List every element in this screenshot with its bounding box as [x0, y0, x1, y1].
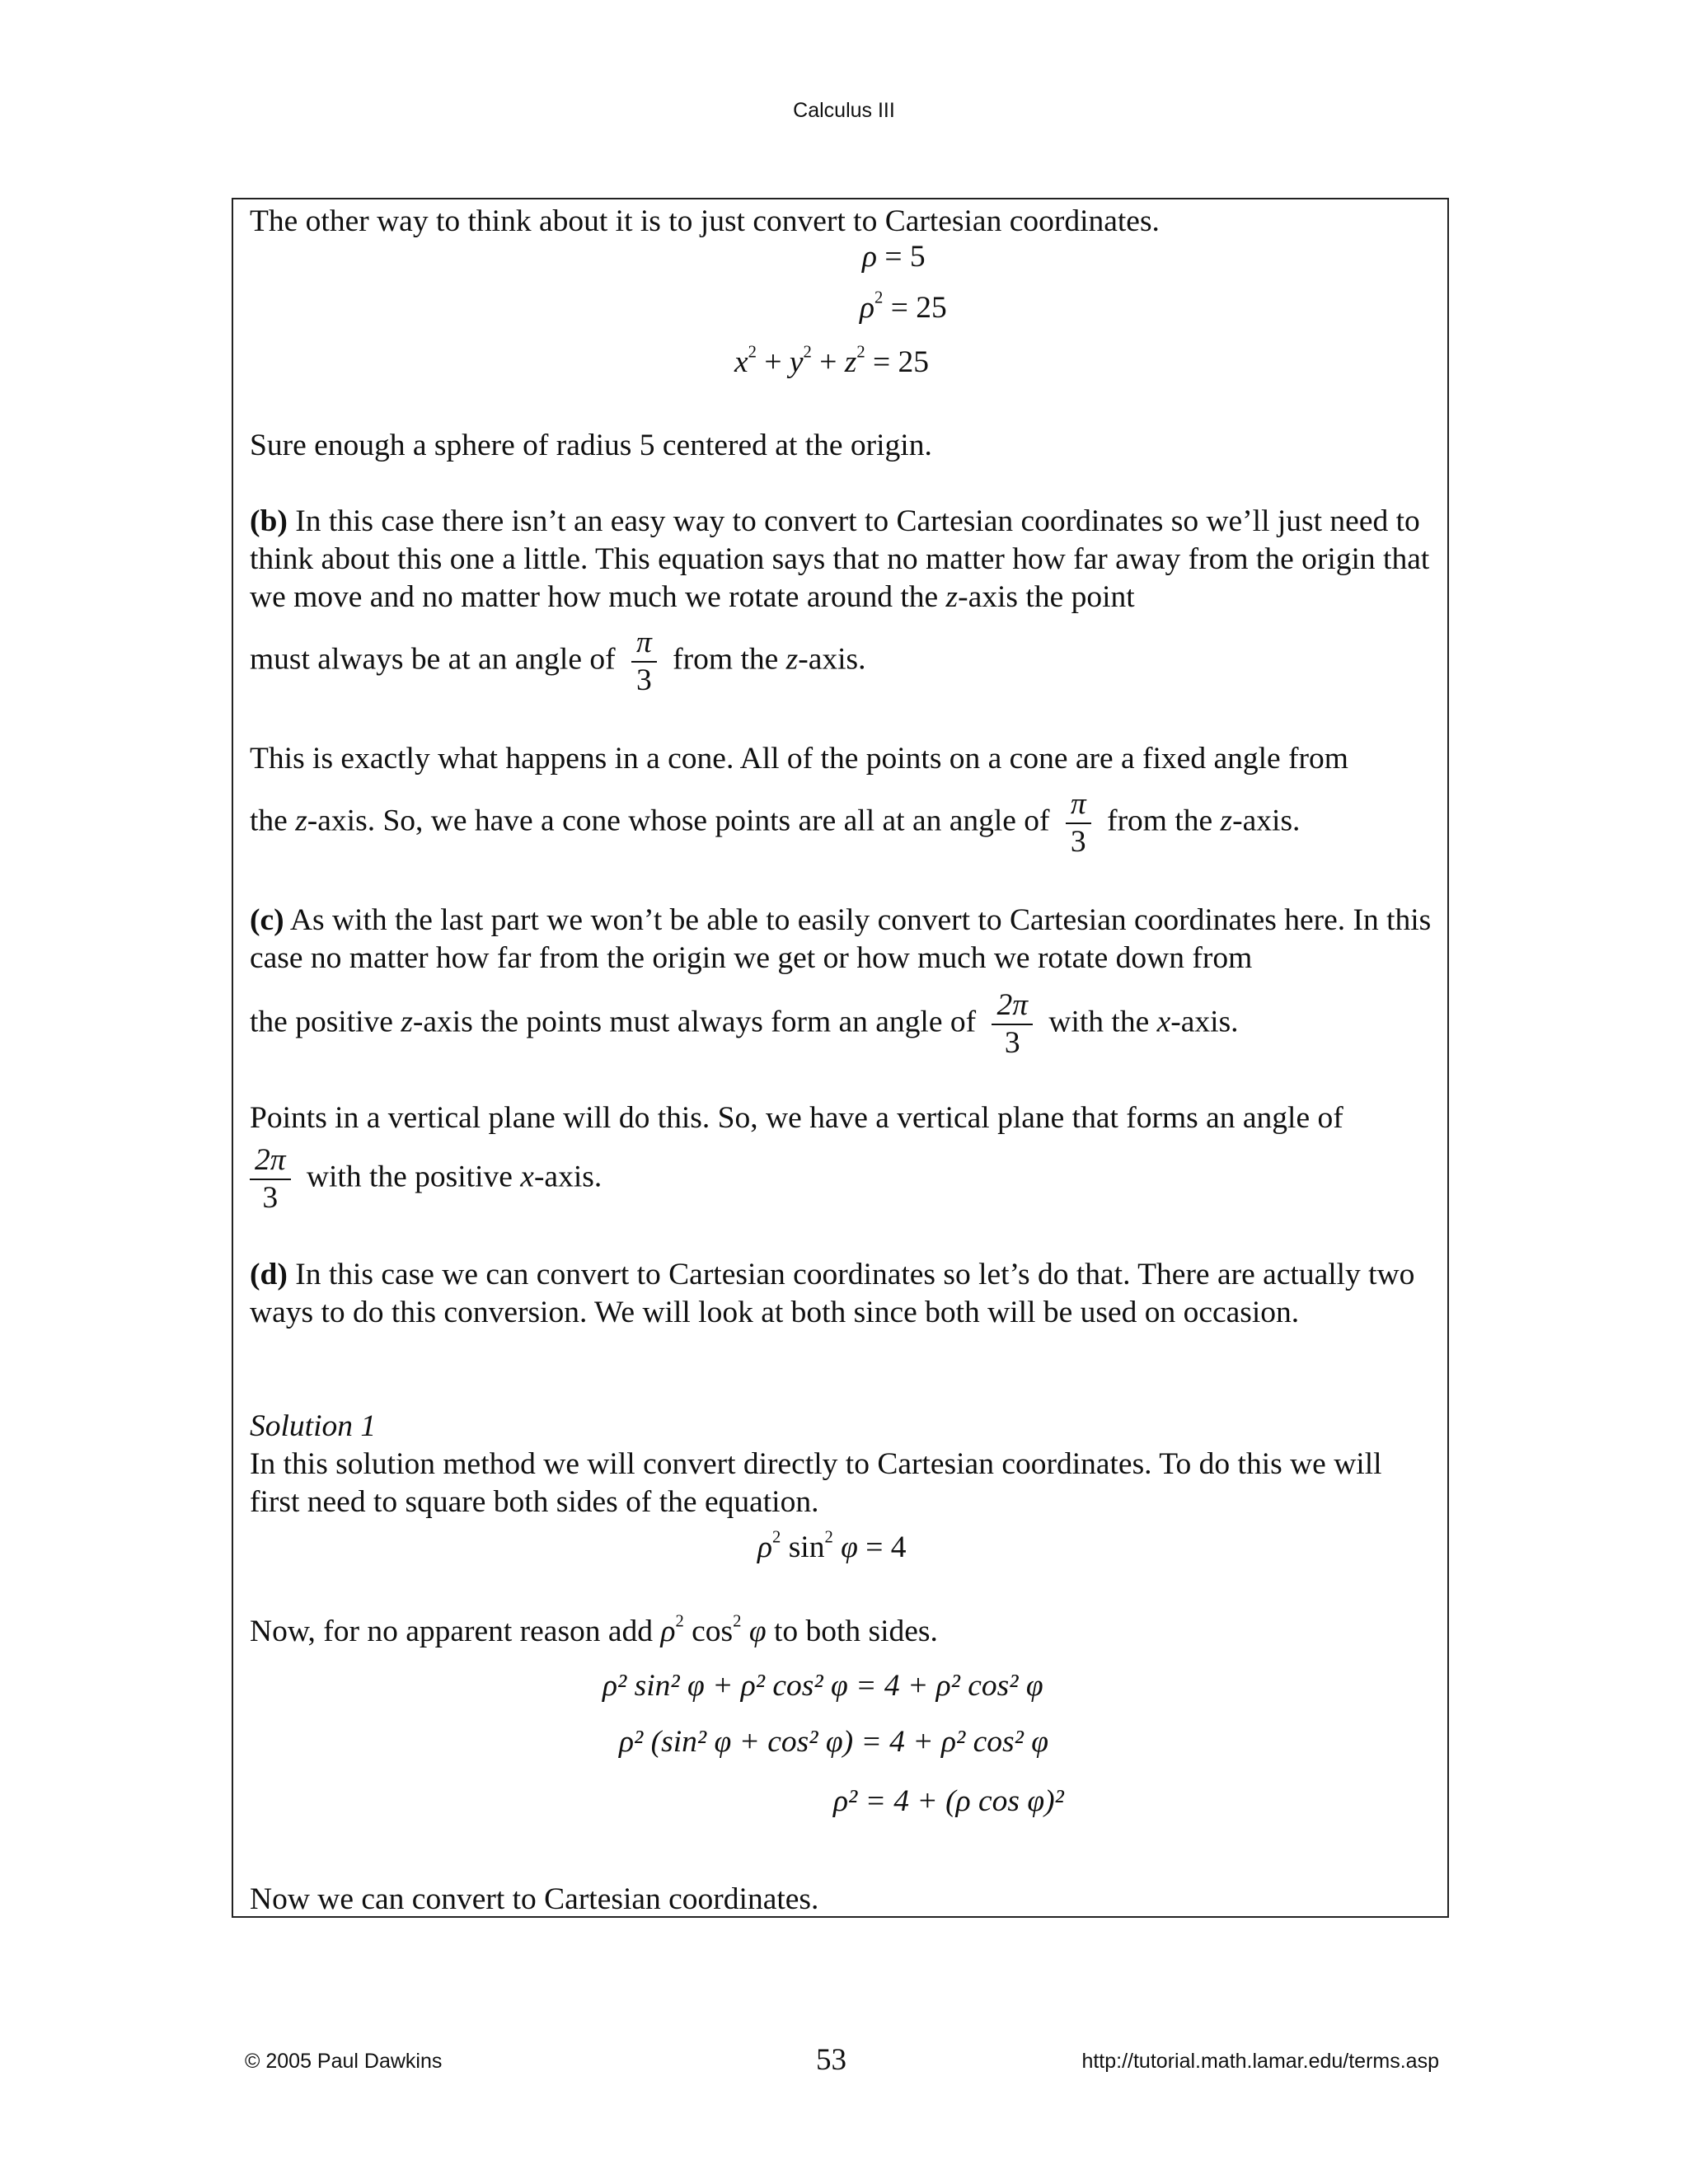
- convert-text: Now we can convert to Cartesian coordinates.: [250, 1882, 819, 1916]
- fraction-pi-over-3: $\frac{\pi}{3}$: [631, 625, 657, 699]
- equation-rho-5: ρ = 5: [862, 240, 926, 274]
- equation-rho2-sin2-phi-4: $\rho^2$ $\sin^2 \varphi = 4$: [757, 1528, 907, 1564]
- equation-sphere: $x^2 + y^2 + z^2 = 25$: [734, 343, 930, 379]
- fraction-2pi-over-3: $\frac{2\pi}{3}$: [992, 987, 1033, 1062]
- cone-angle-line: the z-axis. So, we have a cone whose points are all at an angle of $\frac{\pi}{3}$ from the z-axis.: [250, 787, 1301, 859]
- plane-paragraph: Points in a vertical plane will do this. So, we have a vertical plane that forms an angle of: [250, 1101, 1343, 1135]
- equation-factor: ρ² (sin² φ + cos² φ) = 4 + ρ² cos² φ: [619, 1725, 1048, 1759]
- page-header: Calculus III: [793, 99, 895, 122]
- cone-paragraph: This is exactly what happens in a cone. All of the points on a cone are a fixed angle from: [250, 742, 1348, 776]
- part-b-paragraph: (b) In this case there isn’t an easy way to convert to Cartesian coordinates so we’ll just need to think about this one a little. This equation says that no matter how far away from the origin that we move and no matter how much we rotate around the z-axis the point: [250, 504, 1430, 614]
- content-box: [232, 198, 1449, 1918]
- footer-url[interactable]: http://tutorial.math.lamar.edu/terms.asp: [1081, 2050, 1439, 2073]
- page-number: 53: [816, 2043, 846, 2077]
- equation-rho2-result: ρ² = 4 + (ρ cos φ)²: [833, 1784, 1064, 1818]
- sphere-conclusion: Sure enough a sphere of radius 5 centered at the origin.: [250, 429, 932, 462]
- fraction-pi-over-3: $\frac{\pi}{3}$: [1066, 786, 1091, 860]
- fraction-2pi-over-3: $\frac{2\pi}{3}$: [250, 1142, 291, 1216]
- intro-text: The other way to think about it is to just convert to Cartesian coordinates.: [250, 204, 1160, 238]
- part-c-angle-line: the positive z-axis the points must always form an angle of $\frac{2\pi}{3}$ with the x-axis.: [250, 988, 1239, 1060]
- plane-angle-line: $\frac{2\pi}{3}$ with the positive x-axis.: [250, 1142, 602, 1216]
- footer-copyright: © 2005 Paul Dawkins: [245, 2050, 443, 2073]
- copyright-icon: ©: [245, 2050, 260, 2073]
- part-c-paragraph: (c) As with the last part we won’t be able to easily convert to Cartesian coordinates here. In this case no matter how far from the origin we get or how much we rotate down from: [250, 903, 1432, 975]
- equation-rho-squared-25: $\rho^2 = 25$: [860, 288, 947, 325]
- solution-1-intro: In this solution method we will convert directly to Cartesian coordinates. To do this we will first need to square both sides of the equation.: [250, 1447, 1382, 1519]
- part-d-paragraph: (d) In this case we can convert to Cartesian coordinates so let’s do that. There are actually two ways to do this conversion. We will look at both since both will be used on occasion.: [250, 1258, 1415, 1329]
- part-b-angle-line: must always be at an angle of $\frac{\pi}{3}$ from the z-axis.: [250, 626, 866, 697]
- add-term-line: Now, for no apparent reason add $\rho^2$ $\cos^2 \varphi$ to both sides.: [250, 1612, 938, 1648]
- solution-1-title: Solution 1: [250, 1409, 377, 1443]
- equation-add-both-sides: ρ² sin² φ + ρ² cos² φ = 4 + ρ² cos² φ: [603, 1669, 1043, 1703]
